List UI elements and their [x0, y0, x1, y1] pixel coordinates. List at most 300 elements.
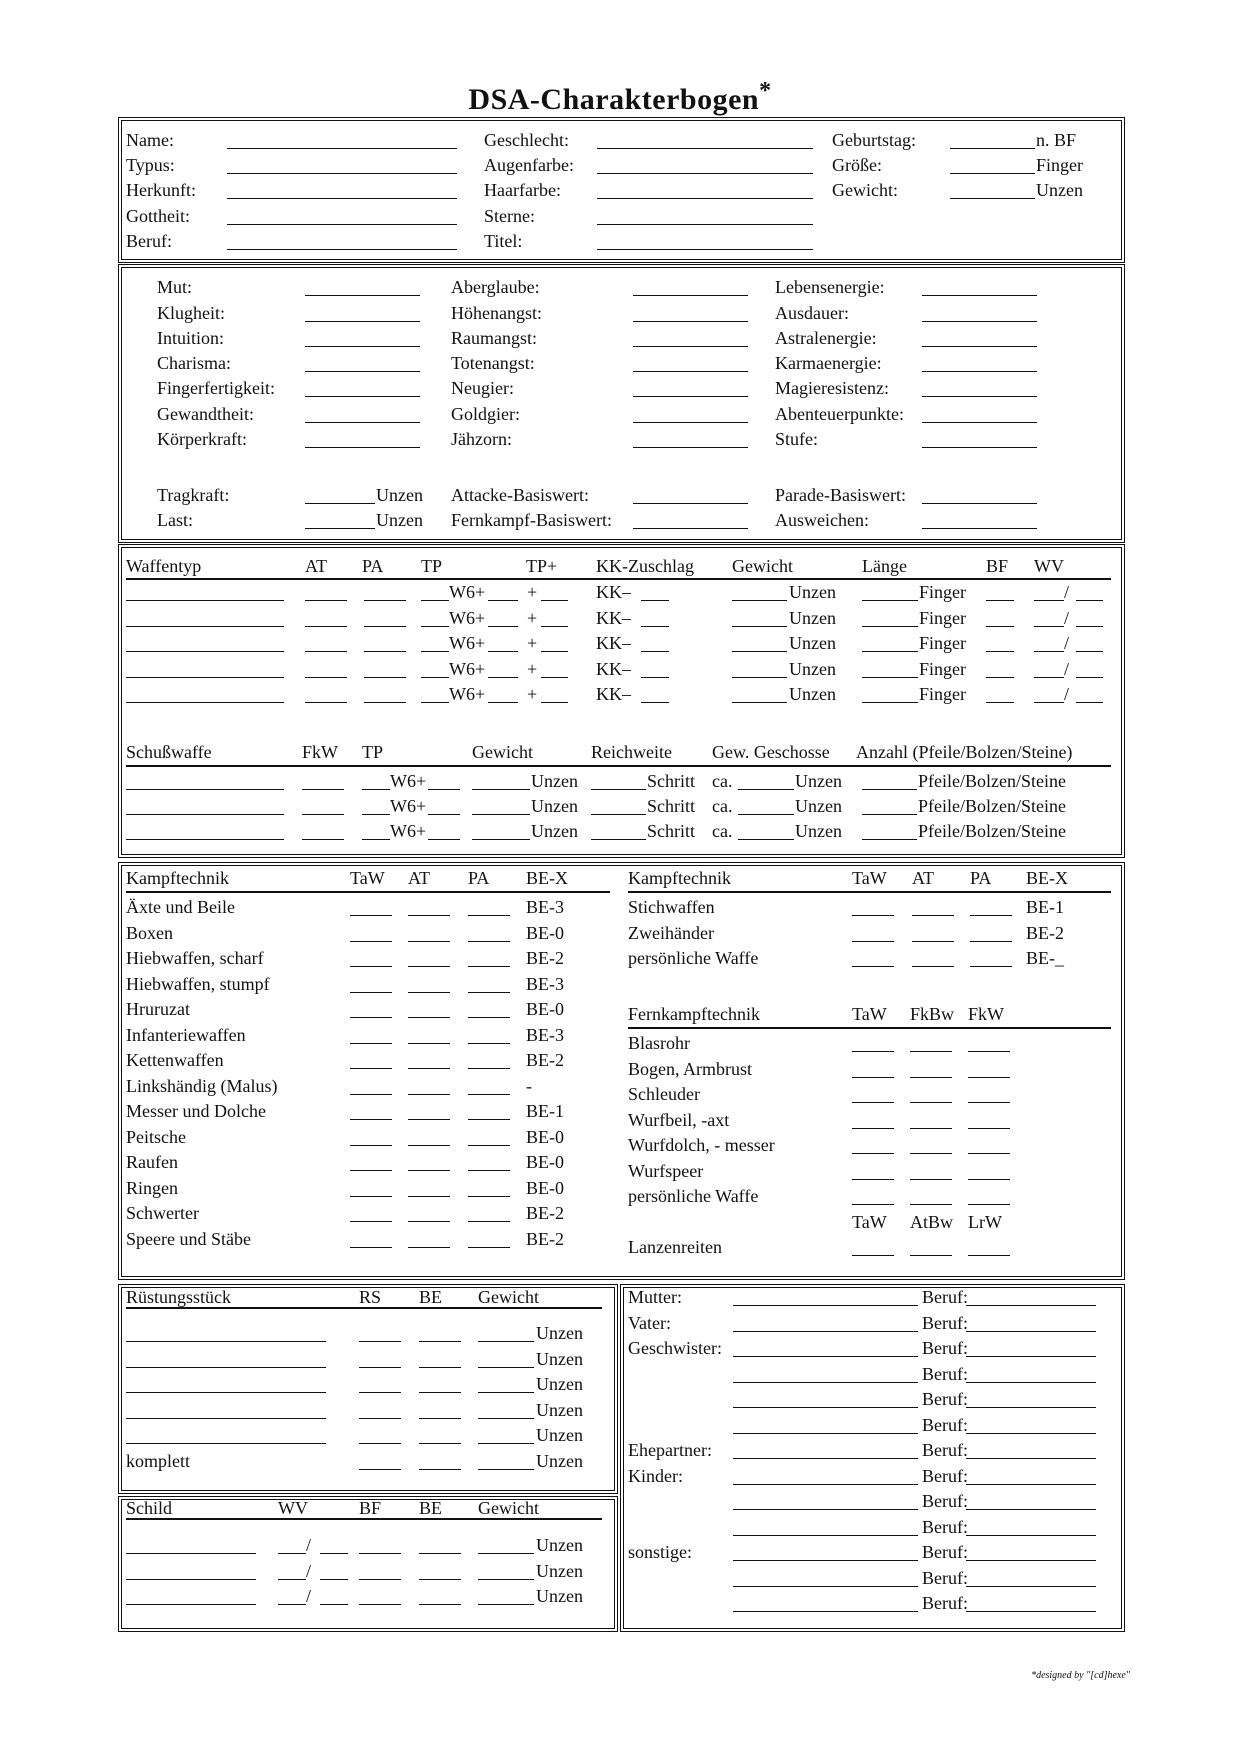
family-beruf-field[interactable] [966, 1535, 1096, 1536]
input-line[interactable] [641, 702, 669, 703]
input-line[interactable] [862, 677, 918, 678]
kk-bonus: KK– [596, 658, 631, 679]
input-line[interactable] [732, 600, 787, 601]
input-line[interactable] [468, 915, 510, 916]
armor-header: Gewicht [478, 1287, 539, 1307]
personal-field[interactable] [597, 198, 813, 199]
input-line[interactable] [591, 839, 646, 840]
input-line[interactable] [421, 600, 449, 601]
wv-slash: / [306, 1535, 312, 1555]
input-line[interactable] [641, 626, 669, 627]
input-line[interactable] [478, 1579, 534, 1580]
input-line[interactable] [126, 1367, 326, 1368]
input-line[interactable] [126, 1553, 256, 1554]
input-line[interactable] [912, 915, 954, 916]
input-line[interactable] [862, 789, 917, 790]
personal-field[interactable] [597, 249, 813, 250]
attribute-field[interactable] [633, 396, 748, 397]
input-line[interactable] [419, 1392, 461, 1393]
input-line[interactable] [738, 839, 794, 840]
input-line[interactable] [852, 1204, 894, 1205]
input-line[interactable] [359, 1443, 401, 1444]
input-line[interactable] [359, 1604, 401, 1605]
input-line[interactable] [350, 1221, 392, 1222]
input-line[interactable] [732, 626, 787, 627]
input-line[interactable] [472, 789, 530, 790]
input-line[interactable] [126, 1443, 326, 1444]
combat-header: BE-X [526, 868, 568, 888]
input-line[interactable] [488, 626, 518, 627]
input-line[interactable] [408, 1247, 450, 1248]
family-beruf-field[interactable] [966, 1305, 1096, 1306]
input-line[interactable] [408, 1043, 450, 1044]
attribute-field[interactable] [633, 346, 748, 347]
input-line[interactable] [419, 1418, 461, 1419]
attribute-label: Gewandtheit: [157, 404, 254, 424]
family-name-field[interactable] [733, 1509, 918, 1510]
input-line[interactable] [852, 1179, 894, 1180]
input-line[interactable] [1034, 702, 1064, 703]
combat-technique-name: Hruruzat [126, 999, 190, 1019]
personal-label: Name: [126, 130, 174, 150]
input-line[interactable] [126, 677, 284, 678]
attribute-field[interactable] [305, 422, 420, 423]
input-line[interactable] [732, 651, 787, 652]
input-line[interactable] [862, 702, 918, 703]
input-line[interactable] [419, 1579, 461, 1580]
input-line[interactable] [591, 814, 646, 815]
combat-technique-name: Linkshändig (Malus) [126, 1075, 278, 1096]
input-line[interactable] [852, 1051, 894, 1052]
unit-label: Schritt [647, 771, 695, 791]
input-line[interactable] [488, 677, 518, 678]
input-line[interactable] [852, 966, 894, 967]
input-line[interactable] [359, 1392, 401, 1393]
input-line[interactable] [305, 600, 347, 601]
family-beruf-field[interactable] [966, 1382, 1096, 1383]
input-line[interactable] [986, 677, 1014, 678]
input-line[interactable] [408, 915, 450, 916]
input-line[interactable] [126, 600, 284, 601]
input-line[interactable] [428, 839, 460, 840]
attribute-field[interactable] [633, 371, 748, 372]
input-line[interactable] [362, 839, 390, 840]
input-line[interactable] [359, 1418, 401, 1419]
input-line[interactable] [350, 1145, 392, 1146]
personal-field[interactable] [227, 148, 457, 149]
input-line[interactable] [320, 1604, 348, 1605]
family-beruf-field[interactable] [966, 1586, 1096, 1587]
family-beruf-field[interactable] [966, 1611, 1096, 1612]
input-line[interactable] [732, 702, 787, 703]
input-line[interactable] [970, 966, 1012, 967]
input-line[interactable] [862, 839, 917, 840]
personal-field[interactable] [597, 148, 813, 149]
input-line[interactable] [488, 600, 518, 601]
input-line[interactable] [408, 966, 450, 967]
input-line[interactable] [468, 1043, 510, 1044]
input-line[interactable] [408, 1196, 450, 1197]
input-line[interactable] [852, 1102, 894, 1103]
input-line[interactable] [852, 1128, 894, 1129]
weapon-header: Länge [862, 556, 907, 576]
input-line[interactable] [1076, 651, 1103, 652]
input-line[interactable] [1076, 626, 1103, 627]
input-line[interactable] [852, 1077, 894, 1078]
input-line[interactable] [421, 651, 449, 652]
input-line[interactable] [126, 702, 284, 703]
input-line[interactable] [350, 1170, 392, 1171]
input-line[interactable] [478, 1392, 534, 1393]
input-line[interactable] [305, 677, 347, 678]
input-line[interactable] [472, 839, 530, 840]
personal-label: Titel: [484, 231, 523, 251]
input-line[interactable] [419, 1553, 461, 1554]
input-line[interactable] [408, 1094, 450, 1095]
input-line[interactable] [408, 1017, 450, 1018]
input-line[interactable] [350, 1119, 392, 1120]
input-line[interactable] [126, 651, 284, 652]
attribute-field[interactable] [922, 422, 1037, 423]
input-line[interactable] [862, 600, 918, 601]
input-line[interactable] [641, 677, 669, 678]
input-line[interactable] [986, 626, 1014, 627]
combat-technique-name: Hiebwaffen, scharf [126, 948, 264, 968]
personal-field[interactable] [950, 173, 1035, 174]
input-line[interactable] [478, 1341, 534, 1342]
attribute-field[interactable] [922, 346, 1037, 347]
input-line[interactable] [419, 1367, 461, 1368]
input-line[interactable] [968, 1153, 1010, 1154]
shield-header: BF [359, 1498, 382, 1518]
weapon-header: PA [362, 556, 384, 576]
ranged-technique-header: FkW [968, 1004, 1004, 1024]
input-line[interactable] [419, 1443, 461, 1444]
attribute-field[interactable] [922, 321, 1037, 322]
input-line[interactable] [468, 1068, 510, 1069]
input-line[interactable] [364, 702, 406, 703]
input-line[interactable] [910, 1102, 952, 1103]
input-line[interactable] [278, 1579, 306, 1580]
input-line[interactable] [359, 1553, 401, 1554]
input-line[interactable] [852, 941, 894, 942]
input-line[interactable] [478, 1418, 534, 1419]
input-line[interactable] [419, 1604, 461, 1605]
unit-label: ca. [712, 796, 733, 816]
attribute-field[interactable] [305, 295, 420, 296]
unit-label: Unzen [795, 796, 842, 816]
input-line[interactable] [421, 702, 449, 703]
ranged-header: Reichweite [591, 742, 672, 762]
input-line[interactable] [468, 941, 510, 942]
personal-field[interactable] [227, 198, 457, 199]
input-line[interactable] [862, 814, 917, 815]
family-name-field[interactable] [733, 1407, 918, 1408]
input-line[interactable] [468, 1119, 510, 1120]
attribute-field[interactable] [633, 447, 748, 448]
personal-label: Beruf: [126, 231, 172, 251]
wv-slash: / [1064, 684, 1070, 704]
attribute-field[interactable] [305, 321, 420, 322]
input-line[interactable] [541, 702, 568, 703]
input-line[interactable] [732, 677, 787, 678]
attribute-field[interactable] [305, 346, 420, 347]
input-line[interactable] [1076, 702, 1103, 703]
family-name-field[interactable] [733, 1433, 918, 1434]
family-beruf-field[interactable] [966, 1331, 1096, 1332]
input-line[interactable] [408, 1068, 450, 1069]
input-line[interactable] [350, 1094, 392, 1095]
input-line[interactable] [364, 651, 406, 652]
input-line[interactable] [541, 651, 568, 652]
input-line[interactable] [912, 966, 954, 967]
input-line[interactable] [468, 966, 510, 967]
personal-field[interactable] [950, 198, 1035, 199]
input-line[interactable] [910, 1153, 952, 1154]
input-line[interactable] [862, 651, 918, 652]
input-line[interactable] [541, 626, 568, 627]
input-line[interactable] [910, 1077, 952, 1078]
input-line[interactable] [362, 789, 390, 790]
input-line[interactable] [126, 814, 284, 815]
input-line[interactable] [302, 789, 344, 790]
tp-dice: W6+ [449, 658, 486, 679]
input-line[interactable] [126, 1604, 256, 1605]
family-beruf-field[interactable] [966, 1560, 1096, 1561]
input-line[interactable] [126, 1579, 256, 1580]
input-line[interactable] [910, 1128, 952, 1129]
input-line[interactable] [320, 1579, 348, 1580]
input-line[interactable] [408, 941, 450, 942]
input-line[interactable] [970, 915, 1012, 916]
input-line[interactable] [986, 651, 1014, 652]
family-beruf-field[interactable] [966, 1356, 1096, 1357]
input-line[interactable] [968, 1204, 1010, 1205]
personal-field[interactable] [227, 249, 457, 250]
attribute-field[interactable] [305, 528, 375, 529]
attribute-field[interactable] [633, 503, 748, 504]
input-line[interactable] [305, 626, 347, 627]
family-name-field[interactable] [733, 1305, 918, 1306]
attribute-label: Tragkraft: [157, 485, 230, 505]
input-line[interactable] [478, 1443, 534, 1444]
attribute-label: Neugier: [451, 378, 514, 398]
input-line[interactable] [408, 1170, 450, 1171]
personal-field[interactable] [597, 173, 813, 174]
family-name-field[interactable] [733, 1484, 918, 1485]
ranged-technique-name: Wurfspeer [628, 1160, 704, 1181]
input-line[interactable] [320, 1553, 348, 1554]
attribute-field[interactable] [633, 321, 748, 322]
input-line[interactable] [359, 1367, 401, 1368]
input-line[interactable] [478, 1469, 534, 1470]
input-line[interactable] [641, 651, 669, 652]
family-name-field[interactable] [733, 1586, 918, 1587]
attribute-label: Goldgier: [451, 404, 520, 424]
input-line[interactable] [1076, 600, 1103, 601]
input-line[interactable] [408, 1221, 450, 1222]
attribute-field[interactable] [922, 528, 1037, 529]
input-line[interactable] [478, 1604, 534, 1605]
input-line[interactable] [986, 702, 1014, 703]
input-line[interactable] [591, 789, 646, 790]
input-line[interactable] [359, 1469, 401, 1470]
input-line[interactable] [488, 651, 518, 652]
family-name-field[interactable] [733, 1331, 918, 1332]
family-beruf-field[interactable] [966, 1509, 1096, 1510]
personal-field[interactable] [597, 224, 813, 225]
input-line[interactable] [468, 1094, 510, 1095]
input-line[interactable] [408, 992, 450, 993]
input-line[interactable] [421, 677, 449, 678]
personal-field[interactable] [950, 148, 1035, 149]
input-line[interactable] [278, 1604, 306, 1605]
input-line[interactable] [488, 702, 518, 703]
input-line[interactable] [278, 1553, 306, 1554]
input-line[interactable] [468, 1017, 510, 1018]
input-line[interactable] [478, 1367, 534, 1368]
attribute-label: Höhenangst: [451, 303, 542, 323]
weapon-header: AT [305, 556, 327, 576]
attribute-field[interactable] [305, 396, 420, 397]
input-line[interactable] [852, 1153, 894, 1154]
input-line[interactable] [1034, 626, 1064, 627]
input-line[interactable] [364, 677, 406, 678]
input-line[interactable] [302, 814, 344, 815]
input-line[interactable] [408, 1145, 450, 1146]
attribute-field[interactable] [633, 295, 748, 296]
input-line[interactable] [350, 1043, 392, 1044]
attribute-field[interactable] [633, 422, 748, 423]
input-line[interactable] [468, 992, 510, 993]
family-name-field[interactable] [733, 1356, 918, 1357]
unit-label: Finger [919, 607, 966, 628]
attribute-label: Parade-Basiswert: [775, 485, 906, 505]
attribute-field[interactable] [922, 396, 1037, 397]
input-line[interactable] [468, 1247, 510, 1248]
input-line[interactable] [419, 1469, 461, 1470]
input-line[interactable] [126, 626, 284, 627]
input-line[interactable] [1034, 600, 1064, 601]
input-line[interactable] [350, 1196, 392, 1197]
attribute-field[interactable] [305, 371, 420, 372]
input-line[interactable] [1034, 677, 1064, 678]
input-line[interactable] [641, 600, 669, 601]
input-line[interactable] [1076, 677, 1103, 678]
input-line[interactable] [428, 789, 460, 790]
family-name-field[interactable] [733, 1458, 918, 1459]
input-line[interactable] [912, 941, 954, 942]
attribute-field[interactable] [922, 371, 1037, 372]
input-line[interactable] [419, 1341, 461, 1342]
family-beruf-field[interactable] [966, 1433, 1096, 1434]
input-line[interactable] [350, 941, 392, 942]
unit-label: Unzen [536, 1535, 583, 1555]
input-line[interactable] [852, 915, 894, 916]
input-line[interactable] [428, 814, 460, 815]
input-line[interactable] [970, 941, 1012, 942]
input-line[interactable] [738, 814, 794, 815]
attribute-field[interactable] [633, 528, 748, 529]
input-line[interactable] [408, 1119, 450, 1120]
input-line[interactable] [968, 1255, 1010, 1256]
input-line[interactable] [350, 992, 392, 993]
input-line[interactable] [126, 1418, 326, 1419]
input-line[interactable] [305, 702, 347, 703]
input-line[interactable] [541, 677, 568, 678]
input-line[interactable] [359, 1579, 401, 1580]
family-name-field[interactable] [733, 1382, 918, 1383]
attribute-field[interactable] [922, 295, 1037, 296]
personal-field[interactable] [227, 173, 457, 174]
input-line[interactable] [359, 1341, 401, 1342]
family-beruf-field[interactable] [966, 1407, 1096, 1408]
family-beruf-field[interactable] [966, 1458, 1096, 1459]
input-line[interactable] [968, 1051, 1010, 1052]
ranged-technique-rule [628, 1027, 1111, 1029]
input-line[interactable] [1034, 651, 1064, 652]
input-line[interactable] [350, 1247, 392, 1248]
input-line[interactable] [852, 1255, 894, 1256]
family-name-field[interactable] [733, 1611, 918, 1612]
attribute-field[interactable] [922, 447, 1037, 448]
input-line[interactable] [126, 839, 284, 840]
input-line[interactable] [364, 600, 406, 601]
input-line[interactable] [478, 1553, 534, 1554]
attribute-field[interactable] [305, 447, 420, 448]
input-line[interactable] [350, 1017, 392, 1018]
input-line[interactable] [350, 915, 392, 916]
input-line[interactable] [126, 1392, 326, 1393]
family-beruf-field[interactable] [966, 1484, 1096, 1485]
input-line[interactable] [986, 600, 1014, 601]
combat-technique-name: Äxte und Beile [126, 897, 235, 917]
input-line[interactable] [468, 1221, 510, 1222]
input-line[interactable] [362, 814, 390, 815]
input-line[interactable] [862, 626, 918, 627]
input-line[interactable] [910, 1255, 952, 1256]
input-line[interactable] [468, 1170, 510, 1171]
input-line[interactable] [910, 1204, 952, 1205]
input-line[interactable] [968, 1179, 1010, 1180]
input-line[interactable] [350, 1068, 392, 1069]
input-line[interactable] [910, 1051, 952, 1052]
unit-label: Unzen [789, 658, 836, 679]
kk-bonus: KK– [596, 582, 631, 602]
input-line[interactable] [968, 1102, 1010, 1103]
input-line[interactable] [302, 839, 344, 840]
input-line[interactable] [305, 651, 347, 652]
input-line[interactable] [468, 1145, 510, 1146]
input-line[interactable] [126, 1341, 326, 1342]
input-line[interactable] [350, 966, 392, 967]
input-line[interactable] [541, 600, 568, 601]
input-line[interactable] [472, 814, 530, 815]
family-name-field[interactable] [733, 1560, 918, 1561]
input-line[interactable] [910, 1179, 952, 1180]
input-line[interactable] [421, 626, 449, 627]
input-line[interactable] [364, 626, 406, 627]
input-line[interactable] [738, 789, 794, 790]
attribute-field[interactable] [922, 503, 1037, 504]
attribute-field[interactable] [305, 503, 375, 504]
family-name-field[interactable] [733, 1535, 918, 1536]
input-line[interactable] [968, 1128, 1010, 1129]
personal-field[interactable] [227, 224, 457, 225]
input-line[interactable] [968, 1077, 1010, 1078]
input-line[interactable] [126, 789, 284, 790]
input-line[interactable] [468, 1196, 510, 1197]
